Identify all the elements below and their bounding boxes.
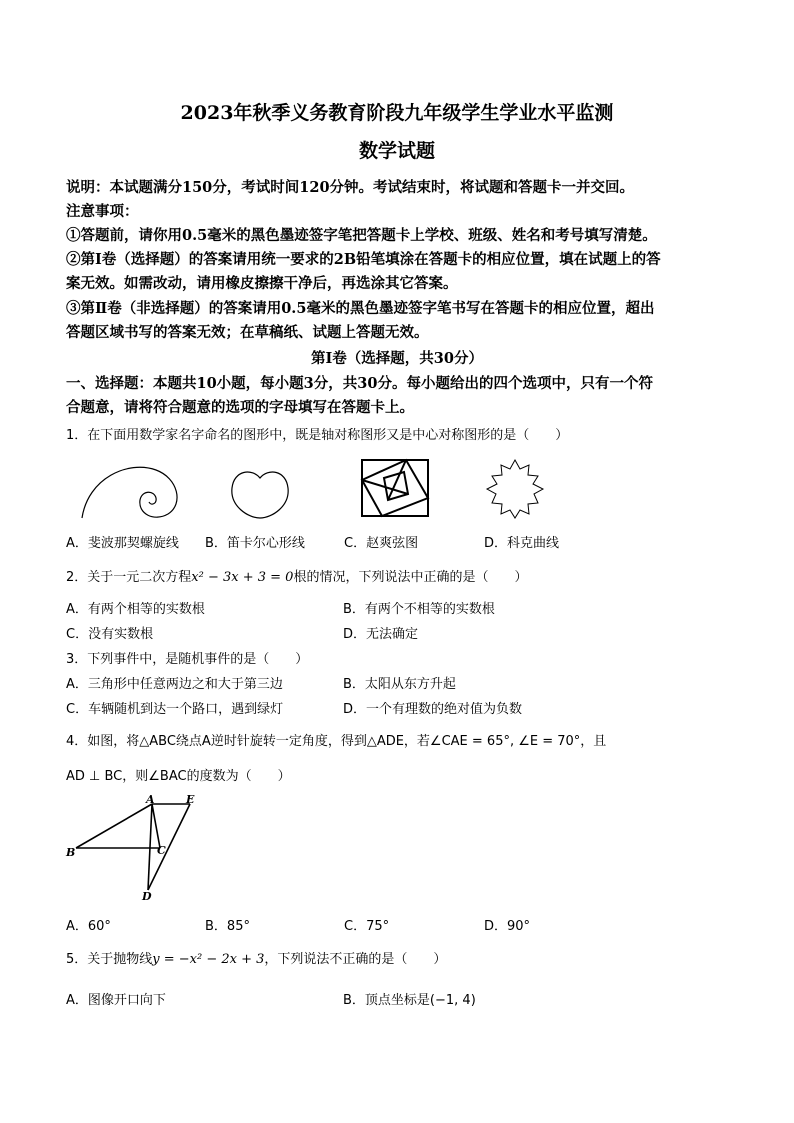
- note-1: ①答题前，请你用0.5毫米的黑色墨迹签字笔把答题卡上学校、班级、姓名和考号填写清楚。: [66, 227, 657, 244]
- cardioid-figure: [228, 466, 298, 522]
- section-desc-line1: 一、选择题：本题共10小题，每小题3分，共30分。每小题给出的四个选项中，只有一个符: [66, 375, 653, 392]
- note-3-line2: 答题区域书写的答案无效；在草稿纸、试题上答题无效。: [66, 324, 429, 341]
- note-2-line1: ②第Ⅰ卷（选择题）的答案请用统一要求的2B铅笔填涂在答题卡的相应位置，填在试题上的答: [66, 251, 661, 268]
- question-3-stem: 3．下列事件中，是随机事件的是（ ）: [66, 652, 309, 667]
- section-title: 第Ⅰ卷（选择题，共30分）: [311, 350, 483, 367]
- question-2-option-a[interactable]: A．有两个相等的实数根: [66, 602, 205, 617]
- question-2-stem-post: 根的情况，下列说法中正确的是（ ）: [293, 570, 528, 585]
- note-3-line1: ③第Ⅱ卷（非选择题）的答案请用0.5毫米的黑色墨迹签字笔书写在答题卡的相应位置，超出: [66, 300, 655, 317]
- question-3-option-c[interactable]: C．车辆随机到达一个路口，遇到绿灯: [66, 702, 284, 717]
- koch-snowflake-figure: [480, 458, 550, 520]
- question-2-stem: [66, 566, 527, 585]
- figure-label-a: A: [146, 793, 155, 806]
- question-1-option-b[interactable]: B．笛卡尔心形线: [205, 536, 305, 551]
- question-1-option-d[interactable]: D．科克曲线: [484, 536, 560, 551]
- instructions-intro: 说明：本试题满分150分，考试时间120分钟。考试结束时，将试题和答题卡一并交回。: [66, 179, 635, 196]
- question-5-option-a[interactable]: A．图像开口向下: [66, 993, 166, 1008]
- question-4-option-c[interactable]: C．75°: [344, 919, 390, 934]
- question-4-option-b[interactable]: B．85°: [205, 919, 250, 934]
- question-1-stem: 1．在下面用数学家名字命名的图形中，既是轴对称图形又是中心对称图形的是（ ）: [66, 428, 569, 443]
- question-3-option-b[interactable]: B．太阳从东方升起: [343, 677, 456, 692]
- question-1-option-c[interactable]: C．赵爽弦图: [344, 536, 419, 551]
- question-5-stem: [66, 948, 446, 967]
- question-2-option-d[interactable]: D．无法确定: [343, 627, 419, 642]
- question-4-stem-line2: AD ⊥ BC，则∠BAC的度数为（ ）: [66, 769, 291, 784]
- question-2-option-c[interactable]: C．没有实数根: [66, 627, 154, 642]
- question-5-equation: y = −x² − 2x + 3: [152, 952, 265, 967]
- question-4-option-a[interactable]: A．60°: [66, 919, 111, 934]
- question-3-option-d[interactable]: D．一个有理数的绝对值为负数: [343, 702, 523, 717]
- rotation-triangle-figure: [64, 794, 204, 904]
- question-2-stem-pre: 2．关于一元二次方程: [66, 570, 192, 585]
- question-1-option-a[interactable]: A．斐波那契螺旋线: [66, 536, 179, 551]
- figure-label-d: D: [142, 890, 152, 903]
- figure-label-c: C: [157, 844, 166, 857]
- question-5-option-b[interactable]: B．顶点坐标是(−1, 4): [343, 993, 476, 1008]
- question-2-equation: x² − 3x + 3 = 0: [191, 570, 294, 585]
- section-desc-line2: 合题意，请将符合题意的选项的字母填写在答题卡上。: [66, 399, 414, 416]
- question-2-option-b[interactable]: B．有两个不相等的实数根: [343, 602, 495, 617]
- question-4-option-d[interactable]: D．90°: [484, 919, 531, 934]
- question-5-stem-pre: 5．关于抛物线: [66, 952, 153, 967]
- figure-label-b: B: [66, 846, 76, 859]
- fibonacci-spiral-figure: [80, 458, 190, 528]
- notes-label: 注意事项：: [66, 203, 139, 220]
- question-3-option-a[interactable]: A．三角形中任意两边之和大于第三边: [66, 677, 283, 692]
- note-2-line2: 案无效。如需改动，请用橡皮擦擦干净后，再选涂其它答案。: [66, 275, 458, 292]
- zhaoshuang-figure: [360, 458, 432, 518]
- exam-subtitle: 数学试题: [358, 140, 435, 162]
- exam-title: 2023年秋季义务教育阶段九年级学生学业水平监测: [180, 102, 614, 124]
- question-4-stem-line1: 4．如图，将△ABC绕点A逆时针旋转一定角度，得到△ADE，若∠CAE = 65°, ∠E = 70°，且: [66, 734, 607, 749]
- question-5-stem-post: ，下列说法不正确的是（ ）: [264, 952, 447, 967]
- figure-label-e: E: [186, 793, 195, 806]
